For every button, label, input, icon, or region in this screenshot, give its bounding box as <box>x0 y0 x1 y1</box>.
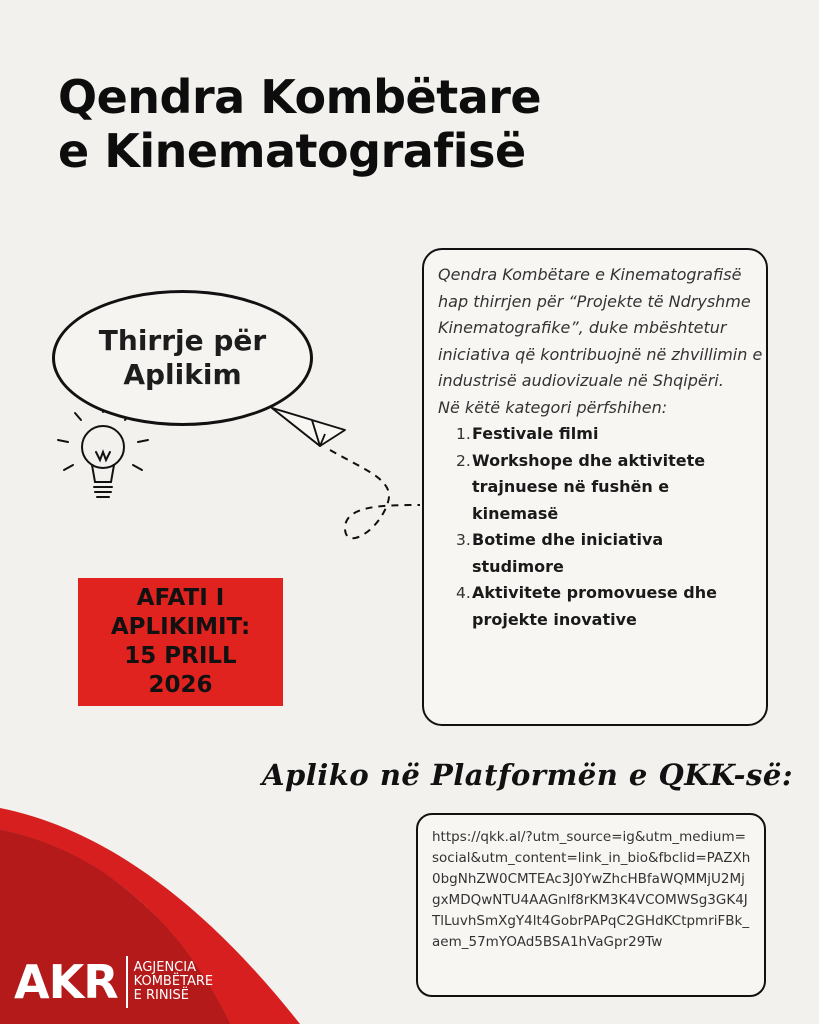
dashed-trail <box>330 450 420 538</box>
title-line-1: Qendra Kombëtare <box>58 70 542 124</box>
list-item-label: Workshope dhe aktivitete trajnuese në fushën e kinemasë <box>472 450 706 523</box>
call-bubble <box>52 290 313 426</box>
akr-logo <box>14 952 213 1012</box>
list-item-number: 2. <box>456 451 471 470</box>
list-item <box>438 580 756 633</box>
deadline-badge <box>78 578 283 706</box>
description-text: Qendra Kombëtare e Kinematografisë hap thirrjen për “Projekte të Ndryshme Kinematografike”, duke mbështetur iniciativa që kontribuojnë në zhvillimin e industrisë audiovizuale në Shqipëri. <box>438 265 763 390</box>
akr-logo-name <box>134 961 213 1003</box>
apply-label: Apliko në Platformën e QKK-së: <box>262 758 794 792</box>
list-item-number: 4. <box>456 584 471 602</box>
categories-intro: Në këtë kategori përfshihen: <box>438 397 668 417</box>
description-box <box>422 248 768 726</box>
bubble-line-2: Aplikim <box>123 358 242 391</box>
list-item-number: 1. <box>456 425 471 443</box>
logo-name-line-2: KOMBËTARE <box>133 974 214 989</box>
page-title <box>58 70 678 178</box>
paper-plane-icon <box>272 408 345 446</box>
logo-name-line-1: AGJENCIA <box>133 960 196 975</box>
akr-logo-letters: AKR <box>14 955 118 1009</box>
list-item <box>438 527 756 580</box>
deadline-line-4: 2026 <box>148 672 213 698</box>
title-line-2: e Kinematografisë <box>58 124 526 178</box>
list-item-label: Aktivitete promovuese dhe projekte inovative <box>472 583 717 629</box>
logo-divider <box>126 956 128 1008</box>
bubble-line-1: Thirrje për <box>98 324 267 357</box>
list-item <box>438 421 756 448</box>
apply-url-link[interactable]: https://qkk.al/?utm_source=ig&utm_medium=social&utm_content=link_in_bio&fbclid=PAZXh0bgNhZW0CMTEAc3J0YwZhcHBfaWQMMjU2MjgxMDQwNTU4AAGnlf8rKM3K4VCOMWSg3GK4JTlLuvhSmXgY4lt4GobrPAPqC2GHdKCtpmriFBk_aem_57mYOAd5BSA1hVaGpr29Tw <box>416 813 766 997</box>
deadline-line-1: AFATI I <box>136 585 225 611</box>
deadline-line-2: APLIKIMIT: <box>110 614 251 640</box>
categories-list <box>438 421 756 633</box>
logo-name-line-3: E RINISË <box>133 988 189 1003</box>
list-item-number: 3. <box>456 531 471 549</box>
list-item <box>438 448 756 528</box>
list-item-label: Botime dhe iniciativa studimore <box>472 530 664 576</box>
deadline-line-3: 15 PRILL <box>124 643 237 669</box>
list-item-label: Festivale filmi <box>472 424 599 443</box>
